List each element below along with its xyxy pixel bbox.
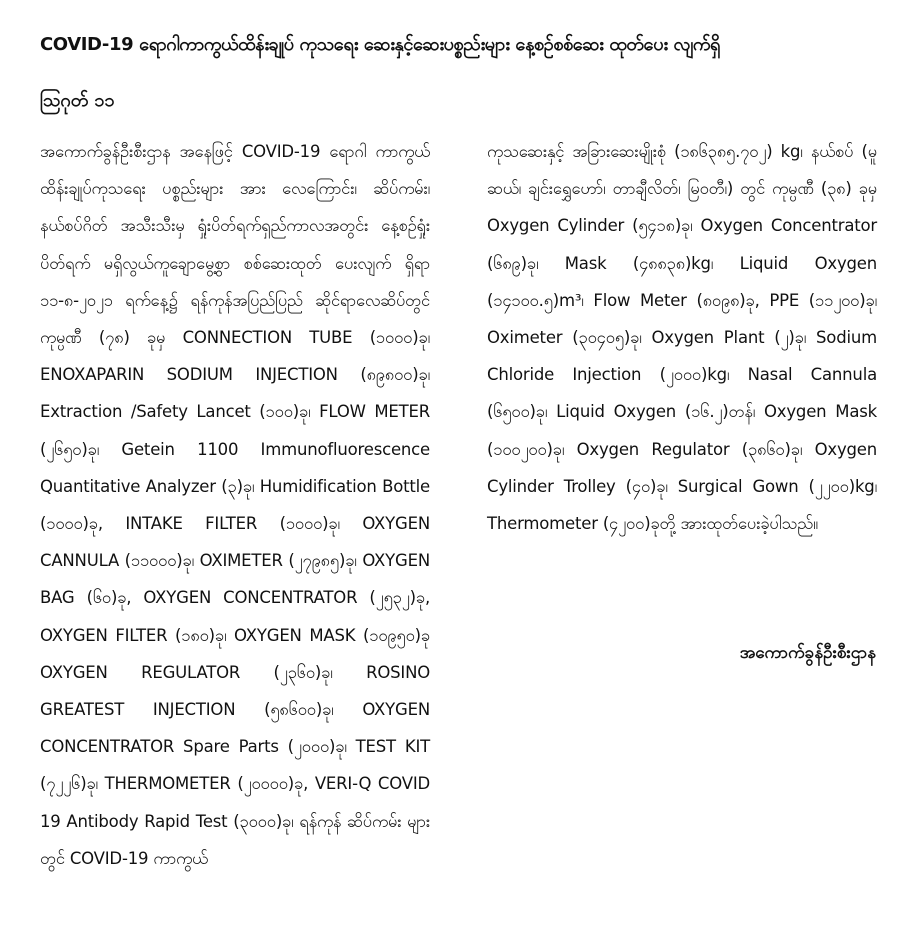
article-title: COVID-19 ရောဂါကာကွယ်ထိန်းချုပ် ကုသရေး ဆေးနှင့်ဆေးပစ္စည်းများ နေ့စဉ်စစ်ဆေး ထုတ်ပေး လျက်ရှိ: [40, 34, 720, 55]
signature-department: အကောက်ခွန်ဦးစီးဌာန: [739, 643, 876, 663]
body-text-right-column: ကုသဆေးနှင့် အခြားဆေးမျိုးစုံ (၁၈၆၃၈၅.၇၀၂) kg၊ နယ်စပ် (မူဆယ်၊ ချင်းရွှေဟော်၊ တာချီလိတ်၊ မြဝတီ၊) တွင် ကုမ္ပဏီ (၃၈) ခုမှ Oxygen Cylinder (၅၄၁၈)ခု၊ Oxygen Concentrator (၆၈၉)ခု၊ Mask (၄၈၈၃၈)kg၊ Liquid Oxygen (၁၄၁၀၀.၅)m³၊ Flow Meter (၈၀၉၈)ခု, PPE (၁၁၂၀၀)ခု၊ Oximeter (၃၀၄၀၅)ခု၊ Oxygen Plant (၂)ခု၊ Sodium Chloride Injection (၂၀၀၀)kg၊ Nasal Cannula (၆၅၀၀)ခု၊ Liquid Oxygen (၁၆.၂)တန်၊ Oxygen Mask (၁၀၀၂၀၀)ခု၊ Oxygen Regulator (၃၈၆၀)ခု၊ Oxygen Cylinder Trolley (၄၀)ခု၊ Surgical Gown (၂၂၀၀)kg၊ Thermometer (၄၂၀၀)ခုတို့ အားထုတ်ပေးခဲ့ပါသည်။: [487, 142, 877, 534]
body-text-left-column: အကောက်ခွန်ဦးစီးဌာန အနေဖြင့် COVID-19 ရောဂါ ကာကွယ်ထိန်းချုပ်ကုသရေး ပစ္စည်းများ အား လေကြောင်း၊ ဆိပ်ကမ်း၊ နယ်စပ်ဂိတ် အသီးသီးမှ ရှုံးပိတ်ရက်ရှည်ကာလအတွင်း နေ့စဉ်ရှုံးပိတ်ရက် မရှိလွယ်ကူချောမွေ့စွာ စစ်ဆေးထုတ် ပေးလျက် ရှိရာ ၁၁-၈-၂၀၂၁ ရက်နေ့၌ ရန်ကုန်အပြည်ပြည် ဆိုင်ရာလေဆိပ်တွင် ကုမ္ပဏီ (၇၈) ခုမှ CONNECTION TUBE (၁၀၀၀)ခု၊ ENOXAPARIN SODIUM INJECTION (၈၉၈၀၀)ခု၊ Extraction /Safety Lancet (၁၀၀)ခု၊ FLOW METER (၂၆၅၀)ခု၊ Getein 1100 Immunofluorescence Quantitative Analyzer (၃)ခု၊ Humidification Bottle (၁၀၀၀)ခု, INTAKE FILTER (၁၀၀၀)ခု၊ OXYGEN CANNULA (၁၁၀၀၀)ခု၊ OXIMETER (၂၇၉၈၅)ခု၊ OXYGEN BAG (၆၀)ခု, OXYGEN CONCENTRATOR (၂၅၃၂)ခု, OXYGEN FILTER (၁၈၀)ခု၊ OXYGEN MASK (၁၀၉၅၀)ခု OXYGEN REGULATOR (၂၃၆၀)ခု၊ ROSINO GREATEST INJECTION (၅၈၆၀၀)ခု၊ OXYGEN CONCENTRATOR Spare Parts (၂၀၀၀)ခု၊ TEST KIT (၇၂၂၆)ခု၊ THERMOMETER (၂၀၀၀၀)ခု, VERI-Q COVID 19 Antibody Rapid Test (၃၀၀၀)ခု၊ ရန်ကုန် ဆိပ်ကမ်း များတွင် COVID-19 ကာကွယ်: [40, 142, 430, 868]
article-date: သြဂုတ် ၁၁: [40, 90, 115, 111]
